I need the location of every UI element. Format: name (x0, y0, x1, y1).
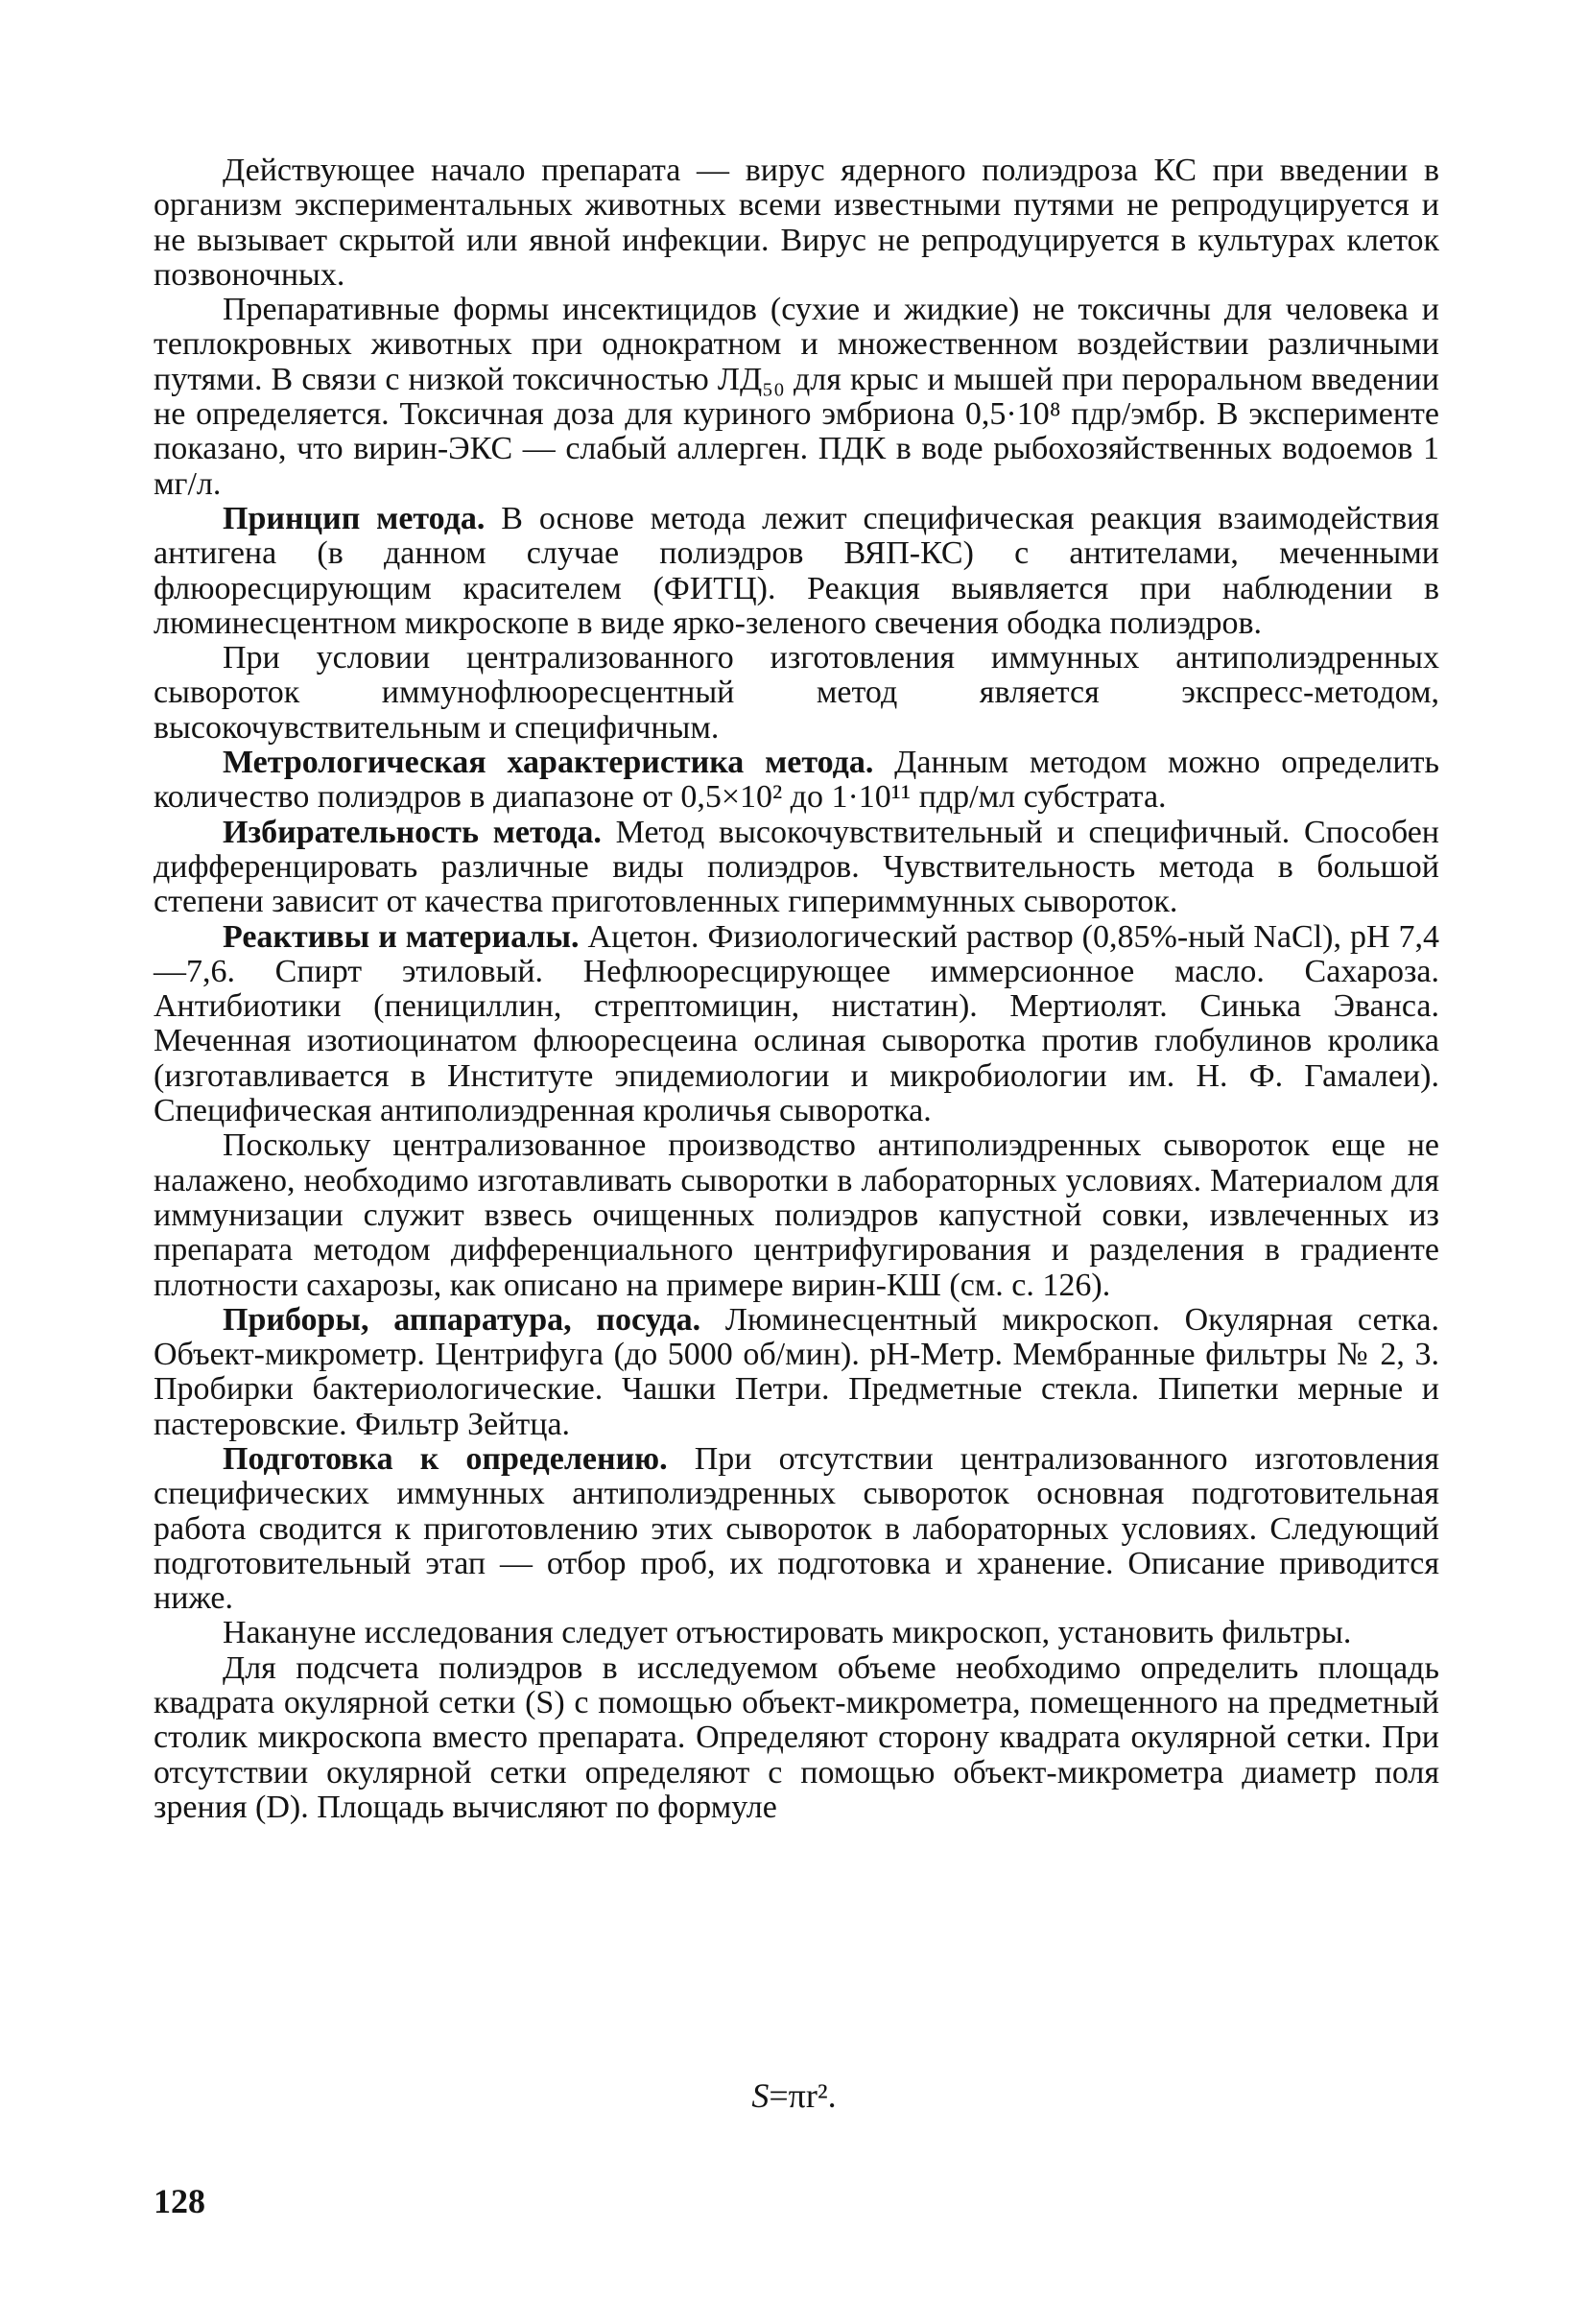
paragraph (154, 641, 1439, 746)
paragraph-text: В основе метода лежит специфическая реакция взаимодействия антигена (в данном случае полиэдров ВЯП-КС) с антителами, меченными флюоресцирующим красителем (ФИТЦ). Реакция выявляется при наблюдении в люминесцентном микроскопе в виде ярко-зеленого свечения ободка полиэдров. (154, 500, 1440, 641)
paragraph-text: Действующее начало препарата — вирус ядерного полиэдроза КС при введении в организм экспериментальных животных всеми известными путями не репродуцируется и не вызывает скрытой или явной инфекции. Вирус не репродуцируется в культурах клеток позвоночных. (154, 153, 1439, 293)
paragraph-text: Для подсчета полиэдров в исследуемом объеме необходимо определить площадь квадрата окулярной сетки (S) с помощью объект-микрометра, помещенного на предметный столик микроскопа вместо препарата. Определяют сторону квадрата окулярной сетки. При отсутствии окулярной сетки определяют с помощью объект-микрометра диаметр поля зрения (D). Площадь вычисляют по формуле (154, 1649, 1439, 1825)
paragraph-text: Люминесцентный микроскоп. Окулярная сетка. Объект-микрометр. Центрифуга (до 5000 об/мин). рН-Метр. Мембранные фильтры № 2, 3. Пробирки бактериологические. Чашки Петри. Предметные стекла. Пипетки мерные и пастеровские. Фильтр Зейтца. (154, 1301, 1439, 1442)
paragraph-text: Ацетон. Физиологический раствор (0,85%-ный NaCl), рН 7,4—7,6. Спирт этиловый. Нефлюоресцирующее иммерсионное масло. Сахароза. Антибиотики (пенициллин, стрептомицин, нистатин). Мертиолят. Синька Эванса. Меченная изотиоцинатом флюоресцеина ослиная сыворотка против глобулинов кролика (изготавливается в Институте эпидемиологии и микробиологии им. Н. Ф. Гамалеи). Специфическая антиполиэдренная кроличья сыворотка. (154, 918, 1440, 1129)
paragraph-heading: Приборы, аппаратура, посуда. (223, 1301, 701, 1338)
paragraph (154, 1651, 1439, 1825)
paragraph (154, 1442, 1439, 1616)
paragraph-heading: Избирательность метода. (223, 814, 602, 850)
paragraph (154, 1616, 1439, 1650)
paragraph (154, 154, 1439, 293)
paragraph (154, 293, 1439, 502)
paragraph (154, 746, 1439, 816)
paragraph-heading: Принцип метода. (223, 500, 486, 536)
formula-expression: =πr². (769, 2076, 837, 2115)
page-number: 128 (154, 2182, 205, 2220)
paragraph (154, 1128, 1439, 1302)
paragraph-text: При условии централизованного изготовления иммунных антиполиэдренных сывороток иммунофлюоресцентный метод является экспресс-методом, высокочувствительным и специфичным. (154, 640, 1439, 746)
paragraph (154, 502, 1439, 641)
paragraph (154, 1303, 1439, 1442)
area-formula (0, 2075, 1588, 2116)
paragraph (154, 920, 1439, 1129)
paragraph-heading: Подготовка к определению. (223, 1440, 668, 1477)
paragraph-text: Поскольку централизованное производство антиполиэдренных сывороток еще не налажено, необходимо изготавливать сыворотки в лабораторных условиях. Материалом для иммунизации служит взвесь очищенных полиэдров капустной совки, извлеченных из препарата методом дифференциального центрифугирования и разделения в градиенте плотности сахарозы, как описано на примере вирин-КШ (см. с. 126). (154, 1127, 1439, 1303)
paragraph-text: Данным методом можно определить количество полиэдров в диапазоне от 0,5×10² до 1·10¹¹ пдр/мл субстрата. (154, 745, 1439, 816)
paragraph-heading: Реактивы и материалы. (223, 918, 580, 955)
paragraph (154, 816, 1439, 920)
paragraph-text: Метод высокочувствительный и специфичный. Способен дифференцировать различные виды полиэдров. Чувствительность метода в большой степени зависит от качества приготовленных гипериммунных сывороток. (154, 814, 1439, 920)
paragraph-text: При отсутствии централизованного изготовления специфических иммунных антиполиэдренных сывороток основная подготовительная работа сводится к приготовлению этих сывороток в лабораторных условиях. Следующий подготовительный этап — отбор проб, их подготовка и хранение. Описание приводится ниже. (154, 1440, 1439, 1617)
paragraph-text: Накануне исследования следует отъюстировать микроскоп, установить фильтры. (223, 1615, 1352, 1651)
paragraph-text: Препаративные формы инсектицидов (сухие и жидкие) не токсичны для человека и теплокровных животных при однократном и множественном воздействии различными путями. В связи с низкой токсичностью ЛД₅₀ для крыс и мышей при пероральном введении не определяется. Токсичная доза для куриного эмбриона 0,5·10⁸ пдр/эмбр. В эксперименте показано, что вирин-ЭКС — слабый аллерген. ПДК в воде рыбохозяйственных водоемов 1 мг/л. (154, 292, 1439, 502)
page-body (154, 154, 1439, 1825)
paragraph-heading: Метрологическая характеристика метода. (223, 745, 874, 781)
formula-variable: S (751, 2076, 770, 2115)
